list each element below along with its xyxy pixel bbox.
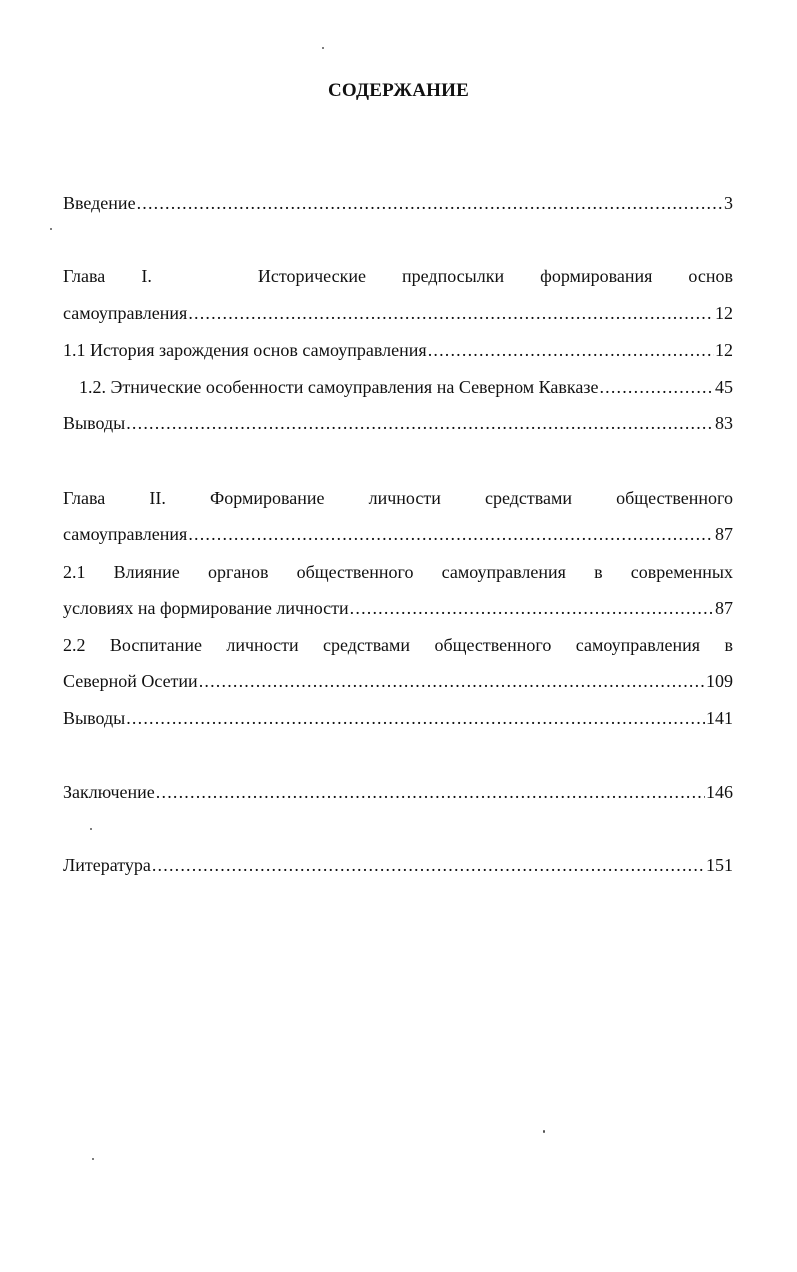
section-2-2-word: общественного <box>434 635 552 655</box>
chapter2-word: личности <box>368 488 441 508</box>
dot-leader <box>188 301 714 325</box>
section-2-2-word: личности <box>226 635 299 655</box>
toc-entry-label: 1.1 История зарождения основ самоуправления <box>63 340 427 360</box>
dot-leader <box>152 853 705 877</box>
toc-entry-label: Выводы <box>63 413 126 433</box>
dot-leader <box>599 375 714 399</box>
toc-entry-label: Заключение <box>63 782 155 802</box>
chapter1-word: предпосылки <box>402 266 505 286</box>
section-2-1-word: Влияние <box>113 562 180 582</box>
chapter1-word: Исторические <box>257 266 366 286</box>
scan-speck <box>50 228 52 230</box>
section-2-1-word: в <box>594 562 603 582</box>
toc-section-1-1 <box>63 338 733 362</box>
chapter1-word: основ <box>688 266 733 286</box>
toc-entry-page: 151 <box>706 855 733 875</box>
chapter2-word: средствами <box>484 488 572 508</box>
dot-leader <box>199 669 705 693</box>
chapter1-word: формирования <box>540 266 653 286</box>
toc-entry-page: 141 <box>706 708 733 728</box>
toc-entry-page: 45 <box>715 377 733 397</box>
dot-leader <box>156 780 705 804</box>
toc-entry-page: 12 <box>715 303 733 323</box>
toc-entry-label: Северной Осетии <box>63 671 198 691</box>
section-2-2-word: 2.2 <box>63 635 86 655</box>
toc-entry-label: Введение <box>63 193 136 213</box>
chapter1-word: Глава <box>63 266 106 286</box>
dot-leader <box>126 411 714 435</box>
scan-speck <box>543 1130 545 1133</box>
toc-chapter2-heading <box>63 486 733 510</box>
toc-section-2-2-heading <box>63 633 733 657</box>
toc-entry-page: 87 <box>715 524 733 544</box>
toc-entry-page: 146 <box>706 782 733 802</box>
dot-leader <box>188 522 714 546</box>
chapter2-word: Формирование <box>210 488 325 508</box>
toc-chapter2-conclusions <box>63 706 733 730</box>
toc-entry-label: 1.2. Этнические особенности самоуправления на Северном Кавказе <box>79 377 599 397</box>
chapter1-word: I. <box>141 266 152 286</box>
section-2-1-word: общественного <box>296 562 414 582</box>
scan-speck <box>322 47 324 49</box>
toc-chapter1-heading <box>63 264 733 288</box>
toc-entry-literature <box>63 853 733 877</box>
section-2-2-word: самоуправления <box>575 635 701 655</box>
dot-leader <box>137 191 723 215</box>
scan-speck <box>92 1158 94 1160</box>
dot-leader <box>126 706 705 730</box>
toc-entry-label: Выводы <box>63 708 126 728</box>
section-2-1-word: современных <box>630 562 733 582</box>
toc-entry-label: условиях на формирование личности <box>63 598 349 618</box>
toc-entry-intro <box>63 191 733 215</box>
toc-section-2-1-heading <box>63 560 733 584</box>
dot-leader <box>350 596 714 620</box>
toc-section-1-2 <box>79 375 733 399</box>
chapter2-word: общественного <box>616 488 733 508</box>
toc-entry-page: 109 <box>706 671 733 691</box>
scan-speck <box>90 828 92 830</box>
toc-chapter2-tail <box>63 522 733 546</box>
toc-entry-label: самоуправления <box>63 303 188 323</box>
toc-entry-label: Литература <box>63 855 151 875</box>
toc-entry-page: 12 <box>715 340 733 360</box>
section-2-2-word: средствами <box>323 635 411 655</box>
page-title: СОДЕРЖАНИЕ <box>328 80 469 101</box>
toc-entry-page: 3 <box>724 193 733 213</box>
toc-entry-page: 83 <box>715 413 733 433</box>
toc-section-2-1-tail <box>63 596 733 620</box>
chapter2-word: II. <box>149 488 166 508</box>
toc-chapter1-conclusions <box>63 411 733 435</box>
section-2-1-word: органов <box>207 562 269 582</box>
toc-entry-label: самоуправления <box>63 524 188 544</box>
dot-leader <box>428 338 714 362</box>
section-2-2-word: в <box>724 635 733 655</box>
chapter2-word: Глава <box>63 488 106 508</box>
toc-entry-conclusion <box>63 780 733 804</box>
toc-section-2-2-tail <box>63 669 733 693</box>
toc-entry-page: 87 <box>715 598 733 618</box>
section-2-1-word: 2.1 <box>63 562 86 582</box>
section-2-2-word: Воспитание <box>109 635 202 655</box>
toc-chapter1-tail <box>63 301 733 325</box>
section-2-1-word: самоуправления <box>441 562 566 582</box>
